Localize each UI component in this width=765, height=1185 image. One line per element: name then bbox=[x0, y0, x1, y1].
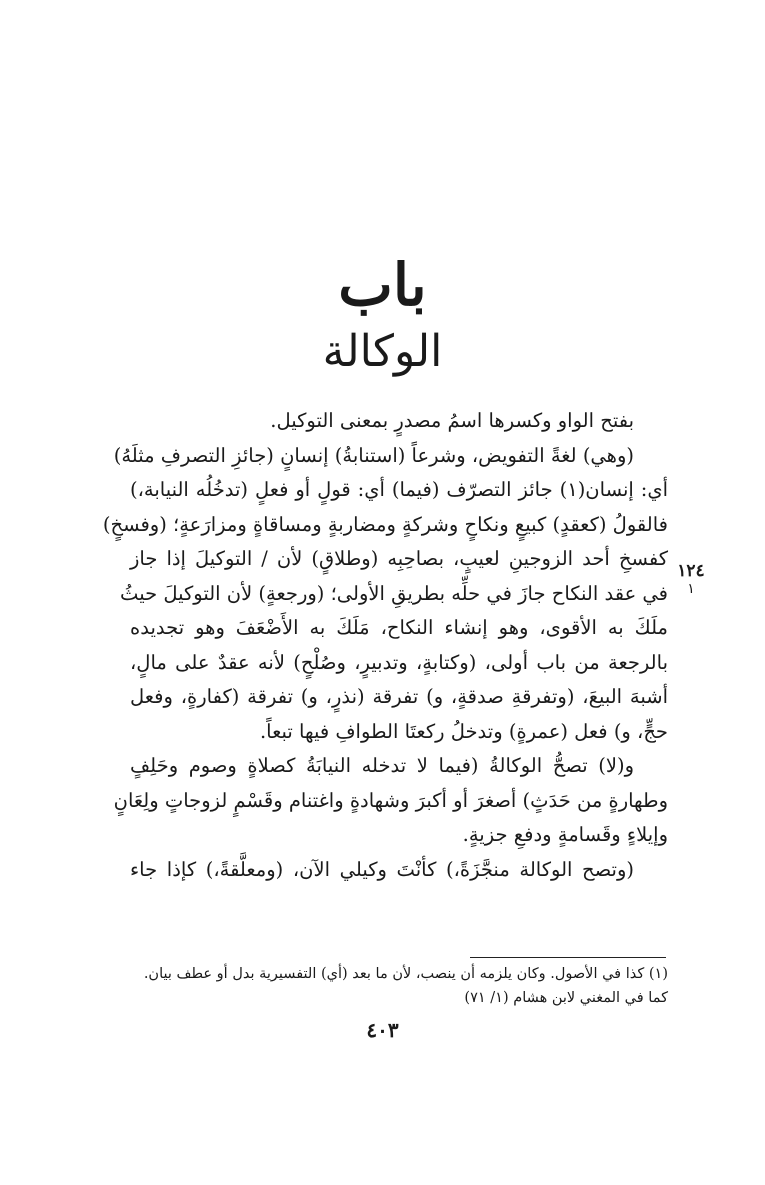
text-line: (وتصح الوكالة منجَّزَةً،) كأنْتَ وكيلي الآن، (ومعلَّقةً،) كإذا جاء bbox=[130, 857, 634, 881]
text-line: بالرجعة من باب أولى، (وكتابةٍ، وتدبيرٍ، وصُلْحٍ) لأنه عقدٌ على مالٍ، bbox=[130, 650, 668, 674]
chapter-title: الوكالة bbox=[322, 326, 443, 377]
text-line: حجٍّ، و) فعل (عمرةٍ) وتدخلُ ركعتَا الطوافِ فيها تبعاً. bbox=[259, 719, 668, 743]
footnote-line: كما في المغني لابن هشام (١/ ٧١) bbox=[464, 990, 668, 1006]
text-line: وإيلاءٍ وقَسامةٍ ودفعِ جزيةٍ. bbox=[462, 823, 668, 846]
text-line: وطهارةٍ من حَدَثٍ) أصغرَ أو أكبرَ وشهادةٍ واغتنام وقَسْمٍ لزوجاتٍ ولِعَانٍ bbox=[113, 788, 668, 812]
text-line: (وهي) لغةً التفويض، وشرعاً (استنابةُ) إنسانٍ (جائزِ التصرفِ مثلَهُ) bbox=[113, 443, 634, 467]
chapter-heading-word: باب bbox=[338, 251, 427, 319]
page-number: ٤٠٣ bbox=[366, 1018, 399, 1042]
text-line: أشبهَ البيعَ، (وتفرقةِ صدقةٍ، و) تفرقة (نذرٍ، و) تفرقة (كفارةٍ، وفعل bbox=[130, 685, 668, 708]
text-line: ملَكَ به الأقوى، وهو إنشاء النكاح، مَلَكَ به الأَضْعَفَ وهو تجديده bbox=[130, 616, 668, 639]
footnote-line: (١) كذا في الأصول. وكان يلزمه أن ينصب، لأن ما بعد (أي) التفسيرية بدل أو عطف بيان. bbox=[143, 966, 668, 982]
text-line: و(لا) تصحُّ الوكالةُ (فيما لا تدخله النيابَةُ كصلاةٍ وصوم وحَلِفٍ bbox=[130, 754, 634, 777]
text-line: فالقولُ (كعقدٍ) كبيعٍ ونكاحٍ وشركةٍ ومضاربةٍ ومساقاةٍ ومزارَعةٍ؛ (وفسخٍ) bbox=[102, 512, 668, 536]
footnote-divider bbox=[470, 957, 666, 958]
margin-page-ref-main: ١٢٤ bbox=[677, 561, 705, 581]
footnotes bbox=[130, 962, 668, 1010]
margin-page-reference bbox=[676, 562, 706, 598]
text-line: أي: إنسان(١) جائز التصرّف (فيما) أي: قولٍ أو فعلٍ (تدخُلُه النيابة،) bbox=[130, 478, 668, 501]
text-line: بفتح الواو وكسرها اسمُ مصدرٍ بمعنى التوكيل. bbox=[270, 409, 634, 432]
main-text bbox=[102, 404, 668, 887]
text-line: كفسخِ أحد الزوجينِ لعيبٍ، بصاحِبِه (وطلاقٍ) لأن / التوكيلَ إذا جاز bbox=[130, 547, 668, 570]
text-line: في عقد النكاح جازَ في حلِّه بطريقِ الأولى؛ (ورجعةٍ) لأن التوكيلَ حيثُ bbox=[120, 581, 668, 605]
margin-page-ref-sub: ١ bbox=[687, 581, 695, 597]
